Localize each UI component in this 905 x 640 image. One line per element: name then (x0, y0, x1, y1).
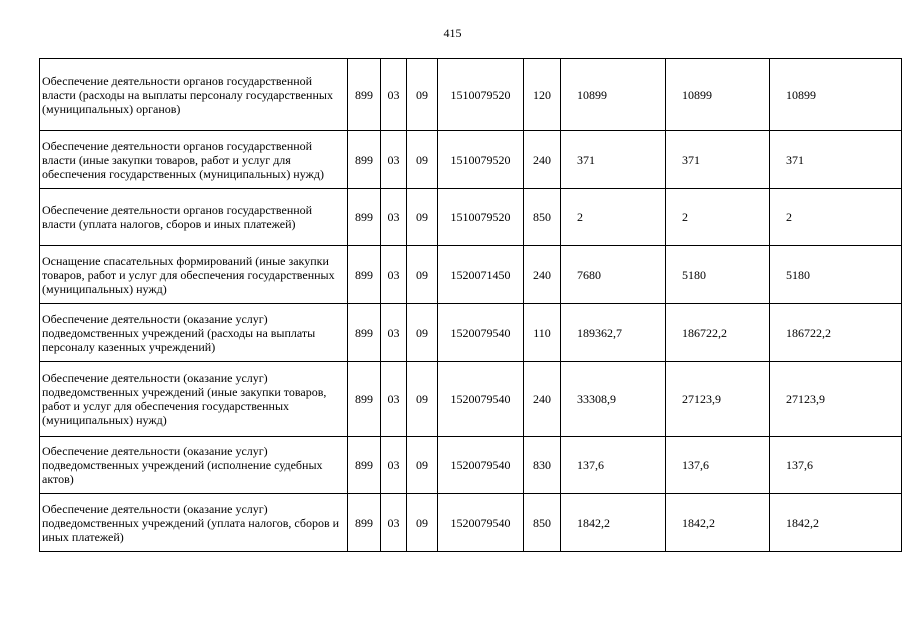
table-row (40, 494, 902, 552)
table-row (40, 189, 902, 246)
target-article-code: 1510079520 (438, 189, 524, 246)
subsection-code: 09 (407, 437, 438, 494)
amount-year-2: 137,6 (666, 437, 770, 494)
amount-year-1: 371 (561, 131, 666, 189)
expense-type-code: 240 (524, 131, 561, 189)
ministry-code: 899 (348, 494, 381, 552)
amount-year-3: 5180 (770, 246, 902, 304)
subsection-code: 09 (407, 494, 438, 552)
row-description: Обеспечение деятельности (оказание услуг) подведомственных учреждений (иные закупки товаров, работ и услуг для обеспечения государственных (муниципальных) нужд) (40, 362, 348, 437)
table-body (40, 59, 902, 552)
ministry-code: 899 (348, 59, 381, 131)
section-code: 03 (381, 189, 407, 246)
amount-year-2: 2 (666, 189, 770, 246)
target-article-code: 1510079520 (438, 131, 524, 189)
row-description: Обеспечение деятельности органов государственной власти (уплата налогов, сборов и иных платежей) (40, 189, 348, 246)
section-code: 03 (381, 437, 407, 494)
section-code: 03 (381, 131, 407, 189)
row-description: Обеспечение деятельности (оказание услуг) подведомственных учреждений (исполнение судебных актов) (40, 437, 348, 494)
target-article-code: 1520079540 (438, 494, 524, 552)
amount-year-1: 33308,9 (561, 362, 666, 437)
subsection-code: 09 (407, 189, 438, 246)
subsection-code: 09 (407, 59, 438, 131)
ministry-code: 899 (348, 189, 381, 246)
expense-type-code: 120 (524, 59, 561, 131)
ministry-code: 899 (348, 304, 381, 362)
amount-year-1: 2 (561, 189, 666, 246)
subsection-code: 09 (407, 362, 438, 437)
table-row (40, 437, 902, 494)
row-description: Обеспечение деятельности органов государственной власти (иные закупки товаров, работ и услуг для обеспечения государственных (муниципальных) нужд) (40, 131, 348, 189)
ministry-code: 899 (348, 246, 381, 304)
row-description: Оснащение спасательных формирований (иные закупки товаров, работ и услуг для обеспечения государственных (муниципальных) нужд) (40, 246, 348, 304)
section-code: 03 (381, 246, 407, 304)
section-code: 03 (381, 494, 407, 552)
section-code: 03 (381, 362, 407, 437)
target-article-code: 1520079540 (438, 437, 524, 494)
row-description: Обеспечение деятельности (оказание услуг) подведомственных учреждений (уплата налогов, сборов и иных платежей) (40, 494, 348, 552)
amount-year-3: 186722,2 (770, 304, 902, 362)
table-row (40, 304, 902, 362)
table-row (40, 131, 902, 189)
amount-year-1: 137,6 (561, 437, 666, 494)
page-number: 415 (443, 26, 462, 40)
expense-type-code: 850 (524, 189, 561, 246)
row-description: Обеспечение деятельности органов государственной власти (расходы на выплаты персоналу государственных (муниципальных) органов) (40, 59, 348, 131)
target-article-code: 1520079540 (438, 362, 524, 437)
subsection-code: 09 (407, 304, 438, 362)
ministry-code: 899 (348, 131, 381, 189)
target-article-code: 1520079540 (438, 304, 524, 362)
expense-type-code: 240 (524, 362, 561, 437)
subsection-code: 09 (407, 246, 438, 304)
amount-year-2: 186722,2 (666, 304, 770, 362)
amount-year-2: 371 (666, 131, 770, 189)
ministry-code: 899 (348, 362, 381, 437)
amount-year-2: 27123,9 (666, 362, 770, 437)
amount-year-3: 10899 (770, 59, 902, 131)
target-article-code: 1520071450 (438, 246, 524, 304)
amount-year-3: 137,6 (770, 437, 902, 494)
amount-year-3: 2 (770, 189, 902, 246)
expense-type-code: 110 (524, 304, 561, 362)
expense-type-code: 850 (524, 494, 561, 552)
amount-year-1: 10899 (561, 59, 666, 131)
amount-year-2: 10899 (666, 59, 770, 131)
budget-table (39, 58, 902, 552)
table-row (40, 59, 902, 131)
amount-year-3: 27123,9 (770, 362, 902, 437)
amount-year-2: 1842,2 (666, 494, 770, 552)
section-code: 03 (381, 59, 407, 131)
amount-year-3: 371 (770, 131, 902, 189)
section-code: 03 (381, 304, 407, 362)
target-article-code: 1510079520 (438, 59, 524, 131)
amount-year-1: 7680 (561, 246, 666, 304)
amount-year-3: 1842,2 (770, 494, 902, 552)
row-description: Обеспечение деятельности (оказание услуг) подведомственных учреждений (расходы на выплаты персоналу казенных учреждений) (40, 304, 348, 362)
table-row (40, 246, 902, 304)
amount-year-2: 5180 (666, 246, 770, 304)
amount-year-1: 1842,2 (561, 494, 666, 552)
table-row (40, 362, 902, 437)
expense-type-code: 830 (524, 437, 561, 494)
expense-type-code: 240 (524, 246, 561, 304)
subsection-code: 09 (407, 131, 438, 189)
ministry-code: 899 (348, 437, 381, 494)
amount-year-1: 189362,7 (561, 304, 666, 362)
